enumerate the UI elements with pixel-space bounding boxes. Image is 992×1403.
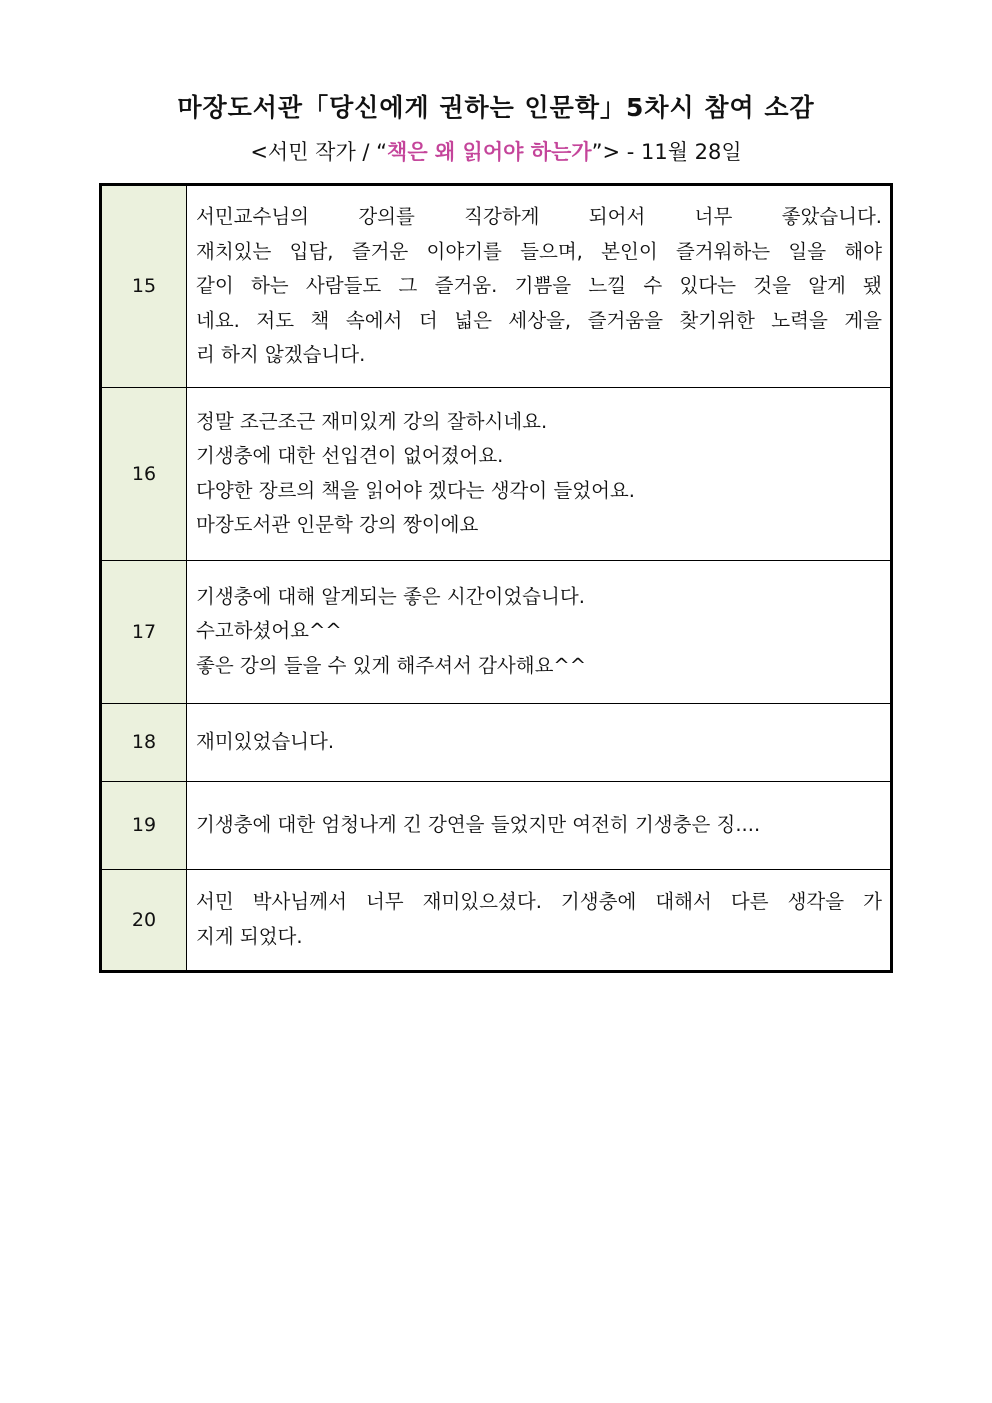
row-number: 19 [101, 781, 187, 869]
response-line: 기생충에 대한 엄청나게 긴 강연을 들었지만 여전히 기생충은 징.... [196, 812, 761, 836]
page-subtitle [0, 136, 992, 166]
row-number: 15 [101, 185, 187, 388]
response-text [187, 387, 892, 560]
table-row [101, 560, 892, 703]
response-line: 수고하셨어요^^ [196, 619, 342, 643]
response-line: 재치있는 입담, 즐거운 이야기를 들으며, 본인이 즐거워하는 일을 해야 [196, 239, 882, 263]
response-text [187, 781, 892, 869]
row-number: 16 [101, 387, 187, 560]
table-row [101, 869, 892, 971]
response-line: 서민교수님의 강의를 직강하게 되어서 너무 좋았습니다. [196, 205, 882, 228]
row-number: 18 [101, 703, 187, 781]
response-line: 같이 하는 사람들도 그 즐거움. 기쁨을 느낄 수 있다는 것을 알게 됐 [196, 274, 882, 297]
subtitle-suffix: ”> - 11월 28일 [591, 140, 742, 164]
table-row [101, 703, 892, 781]
responses-table [99, 183, 893, 973]
response-line: 기생충에 대해 알게되는 좋은 시간이었습니다. [196, 584, 585, 608]
response-line: 서민 박사님께서 너무 재미있으셨다. 기생충에 대해서 다른 생각을 가 [196, 890, 882, 913]
response-text [187, 869, 892, 971]
response-line: 마장도서관 인문학 강의 짱이에요 [196, 513, 479, 536]
table-row [101, 185, 892, 388]
table-row [101, 781, 892, 869]
response-line: 좋은 강의 들을 수 있게 해주셔서 감사해요^^ [196, 653, 587, 677]
response-text [187, 560, 892, 703]
response-line: 지게 되었다. [196, 924, 303, 948]
table-row [101, 387, 892, 560]
response-line: 정말 조근조근 재미있게 강의 잘하시네요. [196, 409, 548, 433]
lecture-title: 책은 왜 읽어야 하는가 [387, 140, 592, 164]
row-number: 17 [101, 560, 187, 703]
response-line: 네요. 저도 책 속에서 더 넓은 세상을, 즐거움을 찾기위한 노력을 게을 [196, 308, 882, 332]
response-line: 리 하지 않겠습니다. [196, 343, 366, 366]
response-line: 기생충에 대한 선입견이 없어졌어요. [196, 444, 504, 467]
response-line: 다양한 장르의 책을 읽어야 겠다는 생각이 들었어요. [196, 478, 635, 502]
row-number: 20 [101, 869, 187, 971]
subtitle-prefix: <서민 작가 / “ [250, 140, 388, 164]
page-title: 마장도서관「당신에게 권하는 인문학」5차시 참여 소감 [177, 93, 815, 122]
response-line: 재미있었습니다. [196, 729, 335, 753]
response-text [187, 185, 892, 388]
response-text [187, 703, 892, 781]
